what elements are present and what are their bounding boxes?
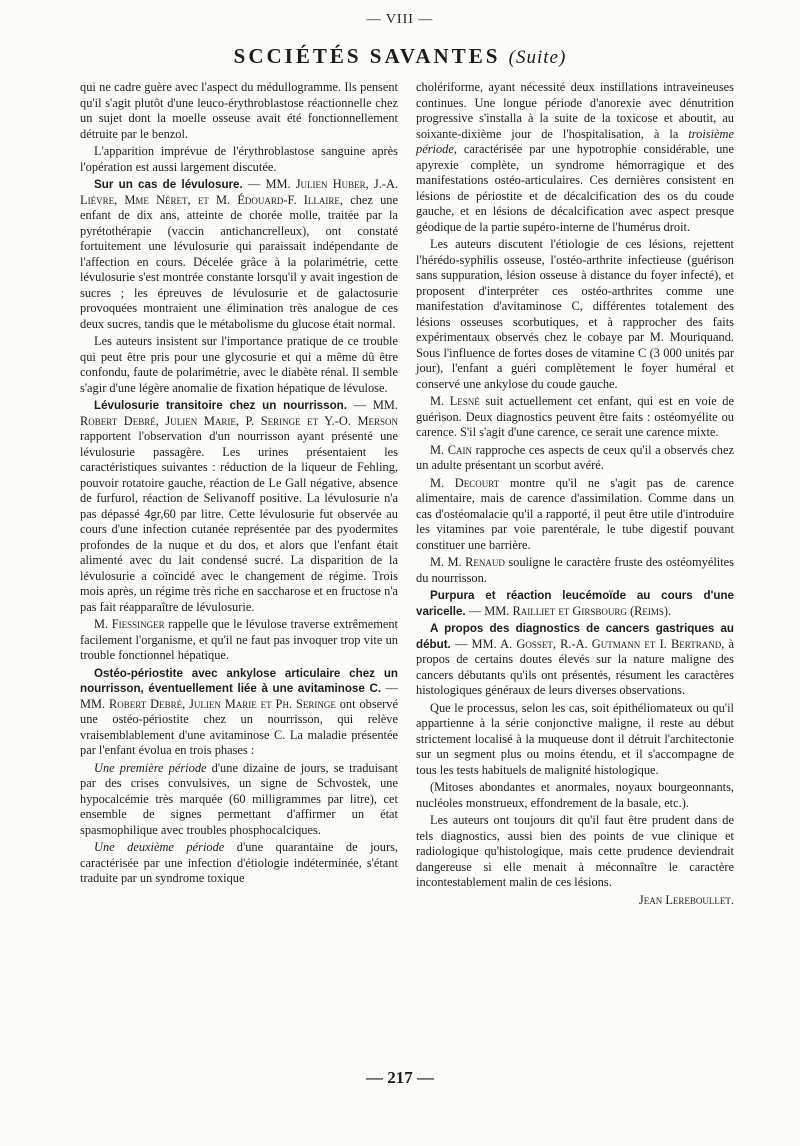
paragraph xyxy=(80,761,398,839)
paragraph xyxy=(416,394,734,441)
abstract-authors: — MM. Railliet et Girsbourg (Reims). xyxy=(468,603,672,618)
abstract-authors: — MM. Julien Huber, J.-A. Liévre, Mme Néret, et M. Édouard-F. Illaire, xyxy=(80,177,399,207)
phase-label: troisième période xyxy=(416,126,734,156)
paragraph xyxy=(80,840,398,887)
paragraph: qui ne cadre guère avec l'aspect du médullogramme. Ils pensent qu'il s'agit plutôt d'une leuco-érythroblastose réactionnelle chez un sujet dont la moelle osseuse avait été fonctionnellement détruite par le benzol. xyxy=(80,80,398,141)
speaker-name: M. Lesné xyxy=(430,394,480,408)
abstract-title: A propos des diagnostics de cancers gastriques au début. xyxy=(416,622,734,651)
paragraph-text: rappelle que le lévulose traverse extrêmement facilement l'organisme, et qu'il ne faut pas invoquer trop vite un trouble fonctionnel hépatique. xyxy=(80,617,398,662)
speaker-name: M. Cain xyxy=(430,442,473,457)
paragraph xyxy=(416,80,734,235)
paragraph: Les auteurs ont toujours dit qu'il faut être prudent dans de tels diagnostics, aussi bien des points de vue clinique et radiologique qu'histologique, mais cette prudence deviendrait dangereuse si elle menait à méconnaître le caractère incontestablement malin de ces lésions. xyxy=(416,813,734,889)
abstract-authors: — MM. A. Gosset, R.-A. Gutmann et I. Bertrand, xyxy=(454,636,725,651)
speaker-name: M. Fiessinger xyxy=(94,617,165,631)
abstract-levulosure xyxy=(80,177,398,332)
section-suite: (Suite) xyxy=(508,47,567,68)
abstract-levulosurie-transitoire xyxy=(80,398,398,615)
abstract-body: ont observé une ostéo-périostite chez un nourrisson, qui relève vraisemblablement d'une avitaminose C. La maladie présentée par l'enfant évolua en trois phases : xyxy=(80,696,398,757)
paragraph xyxy=(416,476,734,554)
abstract-authors: — MM. Robert Debré, Julien Marie et Ph. Seringe xyxy=(80,681,398,711)
abstract-title: Ostéo-périostite avec ankylose articulaire chez un nourrisson, éventuellement liée à une avitaminose C. xyxy=(80,666,398,695)
paragraph-text: d'une dizaine de jours, se traduisant par des crises convulsives, un signe de Schvostek, une hypocalcémie très marquée (60 milligrammes par litre), cet ensemble de signes permettant d'affirmer un état spasmophilique avec troubles phosphocalciques. xyxy=(80,760,398,837)
abstract-body: à propos de certains doutes élevés sur la nature maligne des cancers débutants qu'ils ont présentés, résument les caractères histologiques généraux de leurs diverses observations. xyxy=(416,636,734,697)
paragraph: Que le processus, selon les cas, soit épithéliomateux ou qu'il appartienne à la série conjonctive maligne, il reste au début strictement localisé à la muqueuse dont il détruit l'architectonie sur un segment plus ou moins étendu, et il s'accompagne de tous les tests habituels de malignité histologique. xyxy=(416,700,734,777)
paragraph xyxy=(416,443,734,474)
section-title: SCCIÉTÉS SAVANTES xyxy=(233,44,501,68)
abstract-purpura xyxy=(416,588,734,619)
phase-label: Une deuxième période xyxy=(94,840,225,854)
paragraph-text: rapproche ces aspects de ceux qu'il a observés chez un adulte présentant un scorbut avéré. xyxy=(416,442,734,472)
abstract-body: chez une enfant de dix ans, atteinte de chorée molle, traitée par la pyrétothérapie (vaccin antichancrelleux), ont constaté fortuitement une lévulosurie qui paraissait indépendante de l'affection en cours. Décelée grâce à la polarimétrie, cette lévulosurie s'est montrée constante lorsqu'il y avait ingestion de sucres ; les épreuves de lévulosurie et de galactosurie provoquées montraient une élimination très analogue de ces deux sucres, tandis que le métabolisme du glucose était normal. xyxy=(80,192,398,331)
paragraph xyxy=(416,555,734,586)
abstract-title: Sur un cas de lévulosure. xyxy=(94,178,243,191)
phase-label: Une première période xyxy=(94,760,207,775)
speaker-name: M. M. Renaud xyxy=(430,555,505,569)
abstract-title: Lévulosurie transitoire chez un nourrisson. xyxy=(94,399,347,412)
paragraph-text: suit actuellement cet enfant, qui est en voie de guérison. Deux diagnostics peuvent être faits : ostéomyélite ou carence. S'il s'agit d'une carence, ce serait une carence mixte. xyxy=(416,394,734,439)
paragraph: (Mitoses abondantes et anormales, noyaux bourgeonnants, nucléoles monstrueux, effondrement de la basale, etc.). xyxy=(416,780,734,810)
abstract-cancers-gastriques xyxy=(416,621,734,699)
paragraph-text: d'une quarantaine de jours, caractérisée par une infection d'étiologie indéterminée, s'étant traduite par un syndrome toxique xyxy=(80,840,398,885)
left-column xyxy=(80,80,398,889)
paragraph-text: cholériforme, ayant nécessité deux instillations intraveineuses continues. Une longue période d'anorexie avec dénutrition progressive s'installa à la suite de la toxicose et aboutit, au soixante-dixième jour de l'hospitalisation, à la xyxy=(416,80,734,141)
paragraph-text: montre qu'il ne s'agit pas de carence alimentaire, mais de carence d'assimilation. Comme dans un cas d'ostéomalacie qu'il a rapporté, il peut être utile d'introduire les vitamines par voie parentérale, le tube digestif pouvant constituer une barrière. xyxy=(416,475,734,552)
section-header xyxy=(0,44,800,69)
abstract-body: rapportent l'observation d'un nourrisson ayant présenté une lévulosurie passagère. Les urines présentaient les caractéristiques suivantes : réduction de la liqueur de Fehling, pouvoir rotatoire gauche, réaction de Le Gall négative, absence de furfurol, réaction de Selivanoff positive. La lévulosurie n'a pas dépassé 4gr,60 par litre. Cette lévulosurie fut observée au cours d'une infection cutanée représentée par des pyodermites profondes de la nuque et du dos, et alors que l'enfant était alimenté avec du lait condensé sucré. La disparition de la lévulosurie a coïncidé avec le changement de régime. Trois mois après, un régime très riche en saccharose et en fructose n'a pas fait réapparaître de lévulosurie. xyxy=(80,429,398,614)
paragraph-text: , caractérisée par une hypotrophie considérable, une apyrexie complète, un syndrome hémorragique et des manifestations ostéo-articulaires. Ces dernières consistent en lésions de périostite et de décalcification des os du coude gauche, et en lésions de décalcification avec aspect presque géodique de la partie supéro-interne de l'humérus droit. xyxy=(416,142,734,234)
page-number: — 217 — xyxy=(366,1068,434,1087)
abstract-osteo-periostite xyxy=(80,666,398,759)
abstract-title: Purpura et réaction leucémoïde au cours d'une varicelle. xyxy=(416,589,734,618)
signature: Jean Lereboullet. xyxy=(638,892,734,907)
paragraph-text: souligne le caractère fruste des ostéomyélites du nourrisson. xyxy=(416,555,734,585)
paragraph: Les auteurs discutent l'étiologie de ces lésions, rejettent l'hérédo-syphilis osseuse, l'ostéo-arthrite infectieuse (guérison sans suppuration, lésion osseuse à distance du foyer infecté), et proposent d'interpréter ces ostéo-arthrites comme une manifestation d'avitaminose C, différentes totalement des lésions osseuses scorbutiques, et à rapprocher des faits expérimentaux observés chez le cobaye par M. Mouriquand. Sous l'influence de fortes doses de vitamine C (3 000 unités par jour), l'enfant a guéri complètement le foyer huméral et conservé une ankylose du coude gauche. xyxy=(416,237,734,391)
paragraph: L'apparition imprévue de l'érythroblastose sanguine après l'opération est aussi largement discutée. xyxy=(80,144,398,174)
paragraph xyxy=(80,617,398,664)
speaker-name: M. Decourt xyxy=(430,475,500,490)
abstract-authors: — MM. Robert Debré, Julien Marie, P. Seringe et Y.-O. Merson xyxy=(80,398,398,428)
right-column xyxy=(416,80,734,910)
paragraph: Les auteurs insistent sur l'importance pratique de ce trouble qui peut être pris pour une glycosurie et qui a même dû être confondu, faute de polarimétrie, avec le diabète rénal. Il semble s'agir d'une légère anomalie de fixation hépatique de lévulose. xyxy=(80,334,398,395)
roman-folio: — VIII — xyxy=(366,12,434,27)
